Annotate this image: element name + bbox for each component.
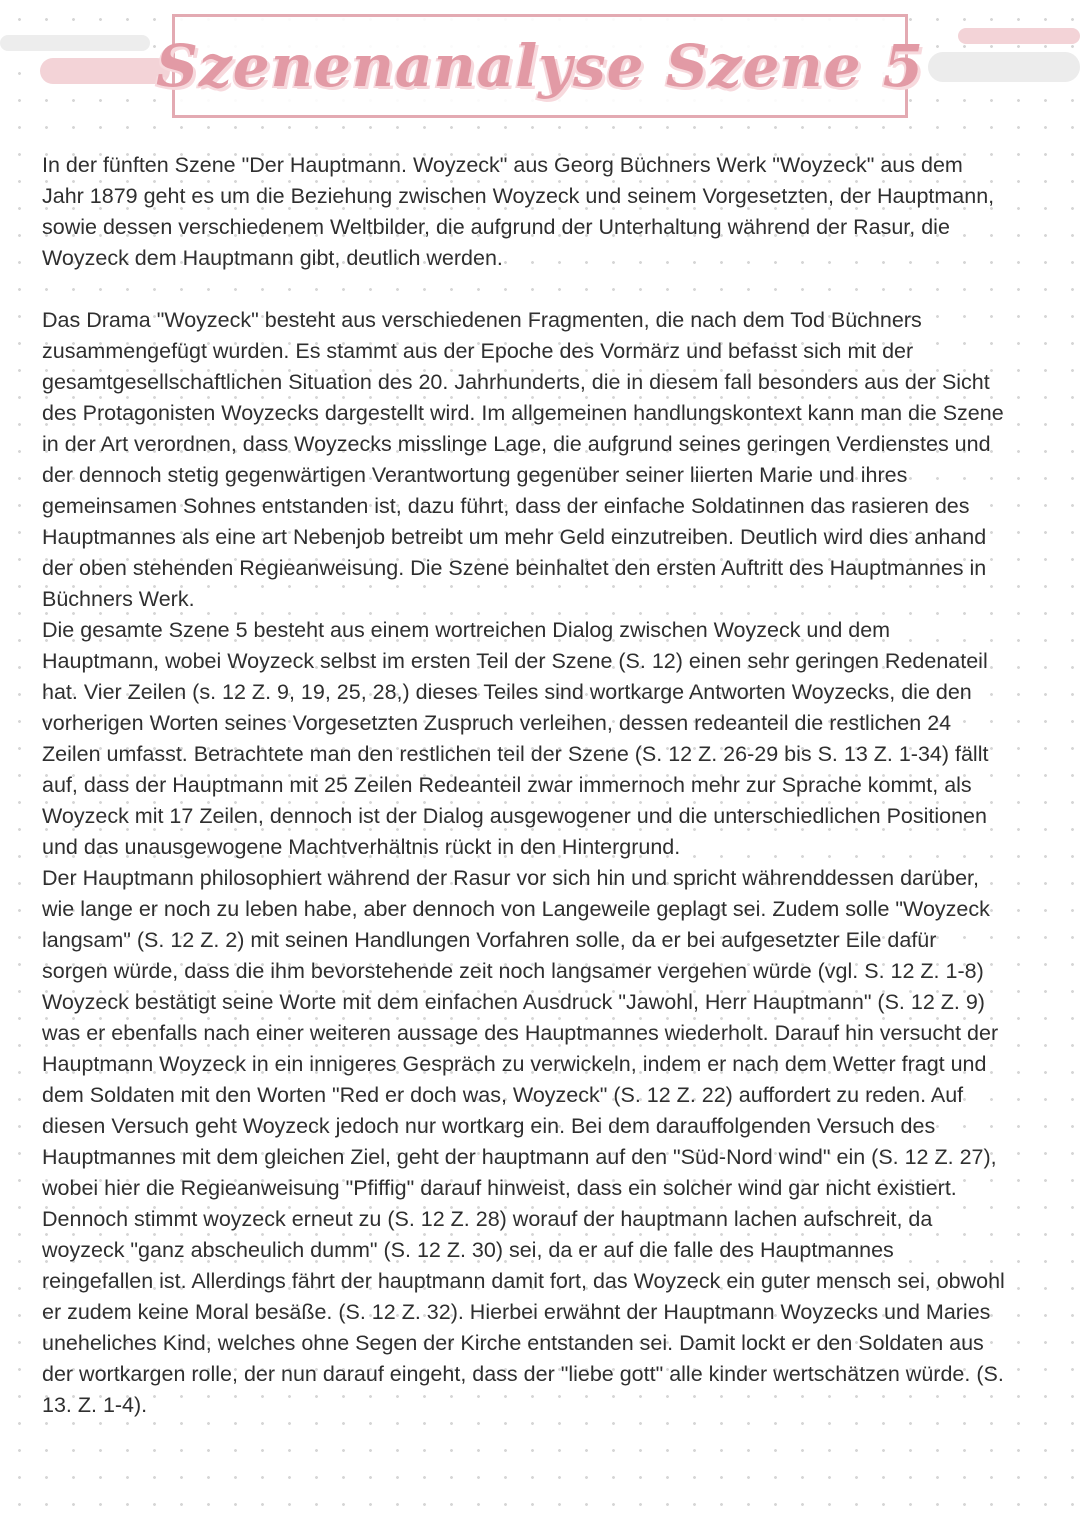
decorative-stripe-right xyxy=(928,52,1080,82)
paragraph-dialogue-structure: Die gesamte Szene 5 besteht aus einem wortreichen Dialog zwischen Woyzeck und dem Hauptmann, wobei Woyzeck selbst im ersten Teil der Szene (S. 12) einen sehr geringen Redenateil hat. Vier Zeilen (s. 12 Z. 9, 19, 25, 28,) dieses Teiles sind wortkarge Antworten Woyzecks, die den vorherigen Worten seines Vorgesetzten Zuspruch verleihen, dessen redeanteil die restlichen 24 Zeilen umfasst. Betrachtete man den restlichen teil der Szene (S. 12 Z. 26-29 bis S. 13 Z. 1-34) fällt auf, dass der Hauptmann mit 25 Zeilen Redeanteil zwar immernoch mehr zur Sprache kommt, als Woyzeck mit 17 Zeilen, dennoch ist der Dialog ausgewogener und die unterschiedlichen Positionen und das unausgewogene Machtverhältnis rückt in den Hintergrund. xyxy=(42,618,989,859)
title-frame xyxy=(155,14,925,118)
page-title: Szenenanalyse Szene 5 xyxy=(155,32,925,100)
decorative-stripe-left-pink xyxy=(40,58,170,84)
paragraph-introduction: In der fünften Szene "Der Hauptmann. Woyzeck" aus Georg Büchners Werk "Woyzeck" aus dem Jahr 1879 geht es um die Beziehung zwischen Woyzeck und seinem Vorgesetzten, der Hauptmann, sowie dessen verschiedenem Weltbilder, die aufgrund der Unterhaltung während der Rasur, die Woyzeck dem Hauptmann gibt, deutlich werden. xyxy=(42,153,995,270)
paragraph-context: Das Drama "Woyzeck" besteht aus verschiedenen Fragmenten, die nach dem Tod Büchners zusammengefügt wurden. Es stammt aus der Epoche des Vormärz und befasst sich mit der gesamtgesellschaftlichen Situation des 20. Jahrhunderts, die in diesem fall besonders aus der Sicht des Protagonisten Woyzecks dargestellt wird. Im allgemeinen handlungskontext kann man die Szene in der Art verordnen, dass Woyzecks misslinge Lage, die aufgrund seines geringen Verdienstes und der dennoch stetig gegenwärtigen Verantwortung gegenüber seiner liierten Marie und ihres gemeinsamen Sohnes entstanden ist, dazu führt, dass der einfache Soldatinnen das rasieren des Hauptmannes als eine art Nebenjob betreibt um mehr Geld einzutreiben. Deutlich wird dies anhand der oben stehenden Regieanweisung. Die Szene beinhaltet den ersten Auftritt des Hauptmannes in Büchners Werk. xyxy=(42,308,1004,611)
essay-body xyxy=(42,150,1007,1421)
paragraph-content-analysis: Der Hauptmann philosophiert während der Rasur vor sich hin und spricht währenddessen darüber, wie lange er noch zu leben habe, aber dennoch von Langeweile geplagt sei. Zudem solle "Woyzeck langsam" (S. 12 Z. 2) mit seinen Handlungen Vorfahren solle, da er bei aufgesetzter Eile dafür sorgen würde, dass die ihm bevorstehende zeit noch langsamer vergehen würde (vgl. S. 12 Z. 1-8) Woyzeck bestätigt seine Worte mit dem einfachen Ausdruck "Jawohl, Herr Hauptmann" (S. 12 Z. 9) was er ebenfalls nach einer weiteren aussage des Hauptmannes wiederholt. Darauf hin versucht der Hauptmann Woyzeck in ein innigeres Gespräch zu verwickeln, indem er nach dem Wetter fragt und dem Soldaten mit den Worten "Red er doch was, Woyzeck" (S. 12 Z. 22) auffordert zu reden. Auf diesen Versuch geht Woyzeck jedoch nur wortkarg ein. Bei dem darauffolgenden Versuch des Hauptmannes mit dem gleichen Ziel, geht der hauptmann auf den "Süd-Nord wind" ein (S. 12 Z. 27), wobei hier die Regieanweisung "Pfiffig" darauf hinweist, dass ein solcher wind gar nicht existiert. Dennoch stimmt woyzeck erneut zu (S. 12 Z. 28) worauf der hauptmann lachen aufschreit, da woyzeck "ganz abscheulich dumm" (S. 12 Z. 30) sei, da er auf die falle des Hauptmannes reingefallen ist. Allerdings fährt der hauptmann damit fort, das Woyzeck ein guter mensch sei, obwohl er zudem keine Moral besäße. (S. 12 Z. 32). Hierbei erwähnt der Hauptmann Woyzecks und Maries uneheliches Kind, welches ohne Segen der Kirche entstanden sei. Damit lockt er den Soldaten aus der wortkargen rolle, der nun darauf eingeht, dass der "liebe gott" alle kinder wertschätzen würde. (S. 13. Z. 1-4). xyxy=(42,866,1005,1417)
decorative-stripe-right-pink xyxy=(958,28,1080,44)
decorative-stripe-left xyxy=(0,35,150,51)
